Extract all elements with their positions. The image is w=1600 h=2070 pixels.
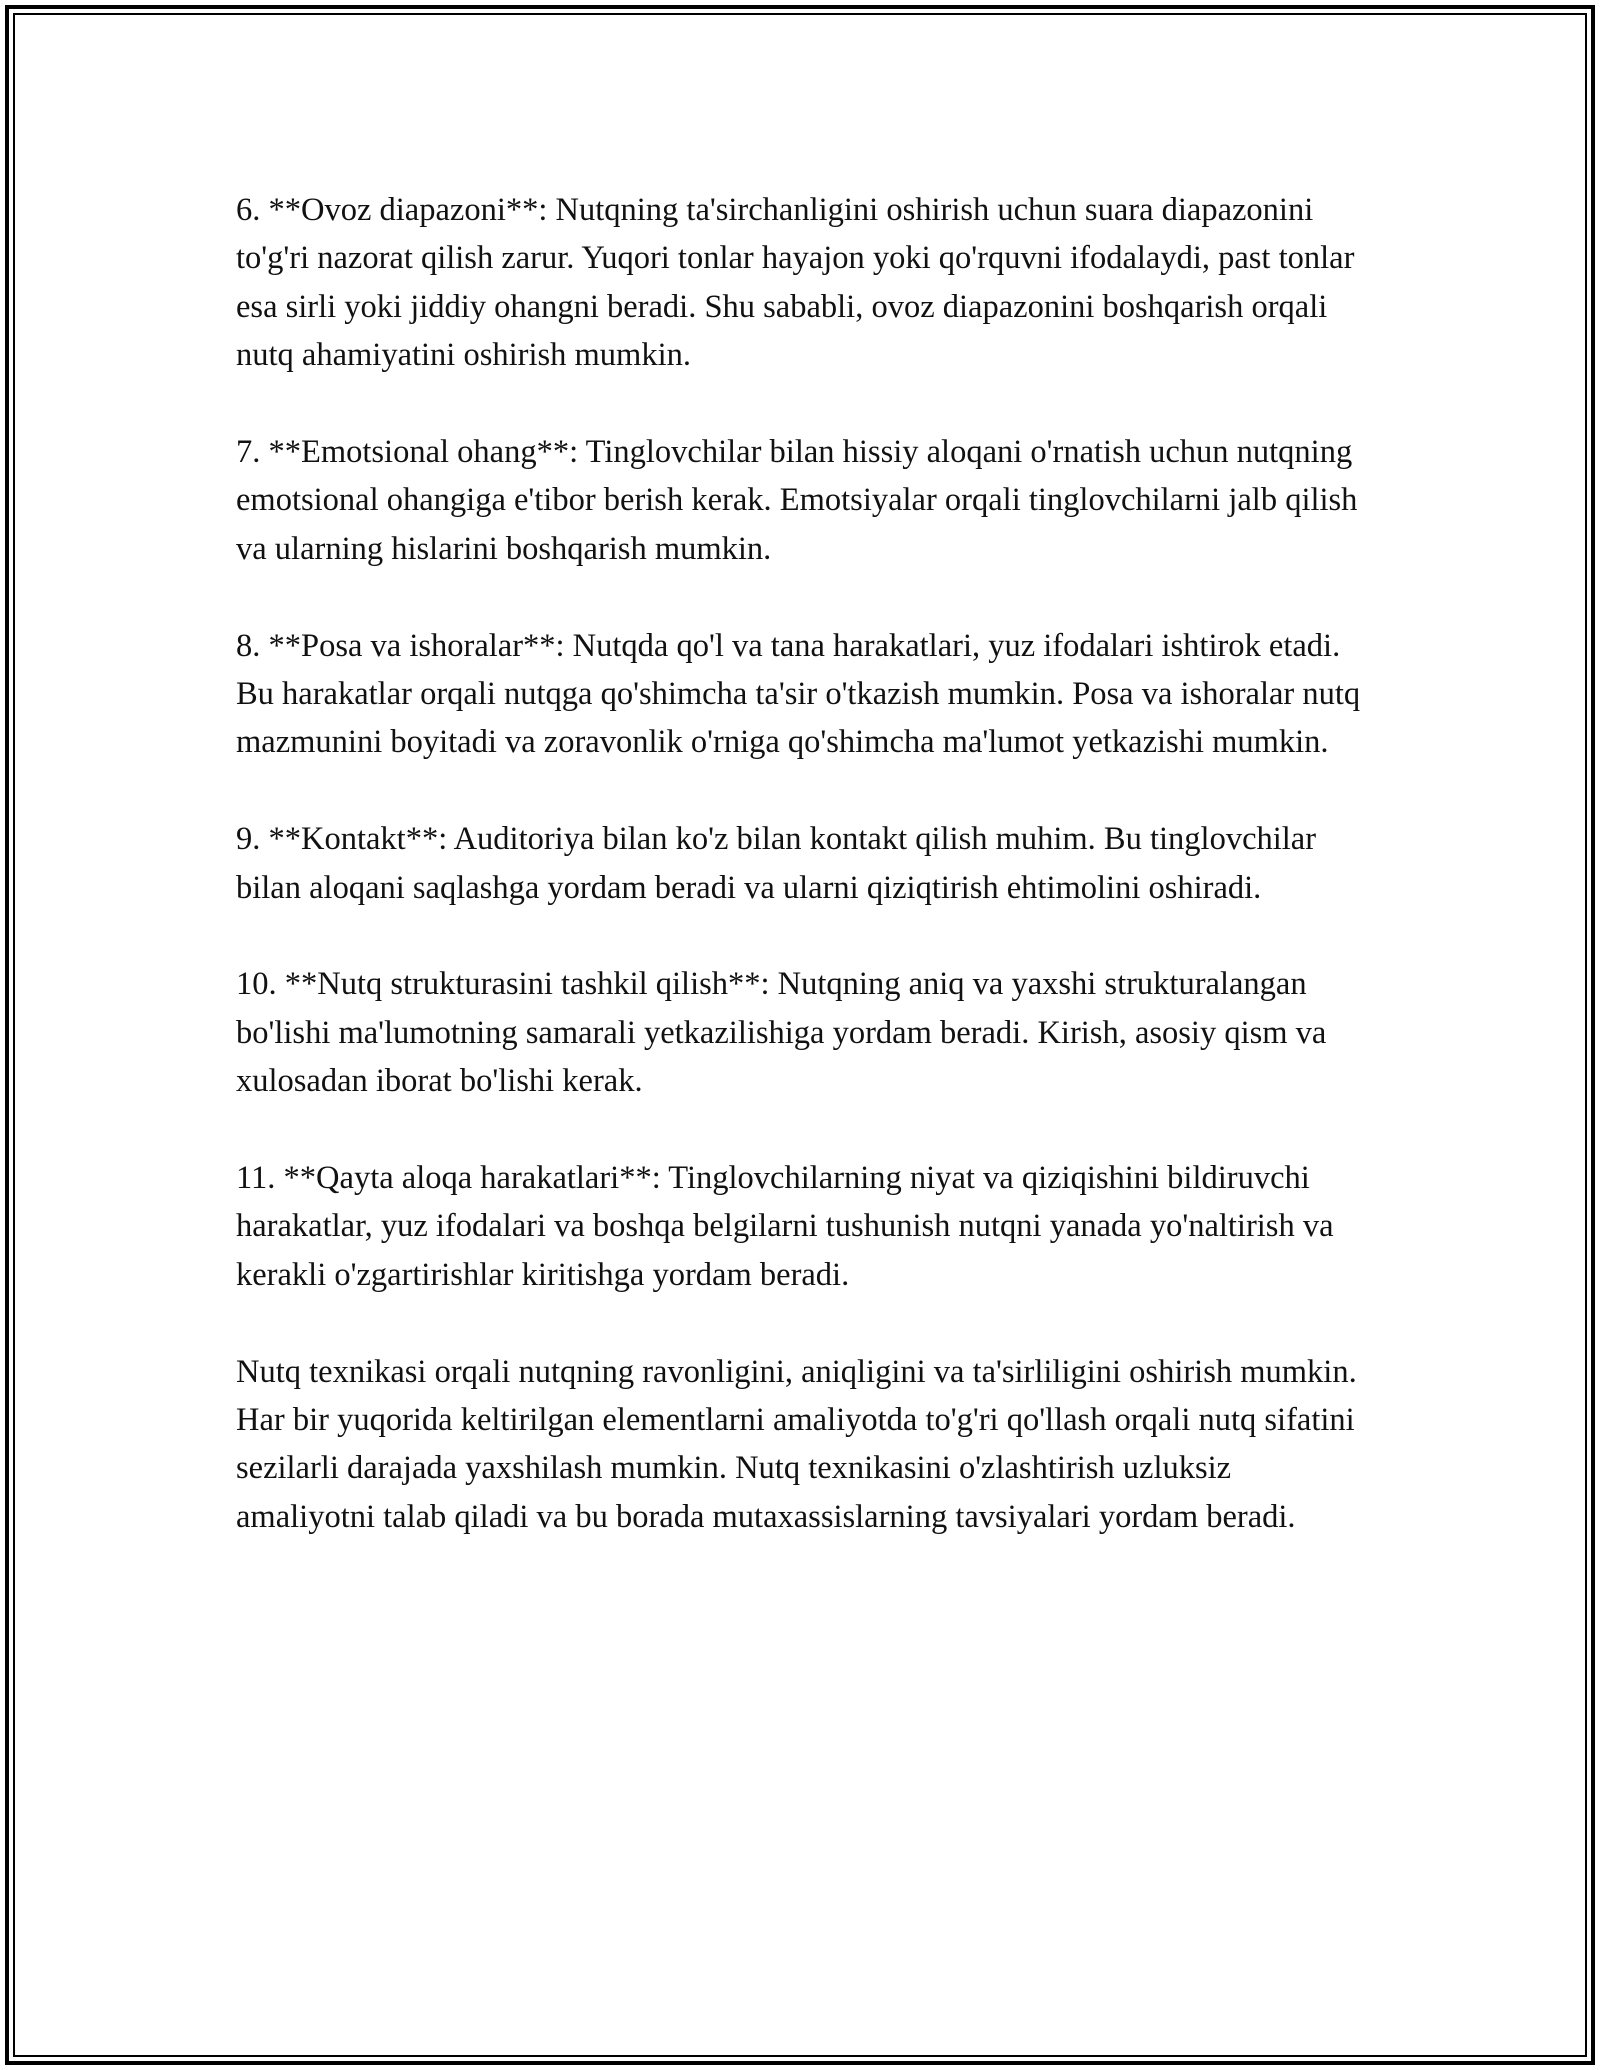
paragraph-nutq-strukturasi: 10. **Nutq strukturasini tashkil qilish**: Nutqning aniq va yaxshi strukturalangan bo'lishi ma'lumotning samarali yetkazilishiga yordam beradi. Kirish, asosiy qism va xulosadan iborat bo'lishi kerak.: [236, 966, 1327, 1100]
paragraph-qayta-aloqa: 11. **Qayta aloqa harakatlari**: Tinglovchilarning niyat va qiziqishini bildiruvchi harakatlar, yuz ifodalari va boshqa belgilarni tushunish nutqni yanada yo'naltirish va kerakli o'zgartirishlar kiritishga yordam beradi.: [236, 1160, 1334, 1293]
paragraph-kontakt: 9. **Kontakt**: Auditoriya bilan ko'z bilan kontakt qilish muhim. Bu tinglovchilar bilan aloqani saqlashga yordam beradi va ularni qiziqtirish ehtimolini oshiradi.: [236, 821, 1317, 906]
paragraph-ovoz-diapazoni: 6. **Ovoz diapazoni**: Nutqning ta'sirchanligini oshirish uchun suara diapazonini to'g'ri nazorat qilish zarur. Yuqori tonlar hayajon yoki qo'rquvni ifodalaydi, past tonlar esa sirli yoki jiddiy ohangni beradi. Shu sababli, ovoz diapazonini boshqarish orqali nutq ahamiyatini oshirish mumkin.: [236, 192, 1355, 374]
paragraph-emotsional-ohang: 7. **Emotsional ohang**: Tinglovchilar bilan hissiy aloqani o'rnatish uchun nutqning emotsional ohangiga e'tibor berish kerak. Emotsiyalar orqali tinglovchilarni jalb qilish va ularning hislarini boshqarish mumkin.: [236, 434, 1358, 567]
document-body: [236, 186, 1366, 1541]
paragraph-conclusion: Nutq texnikasi orqali nutqning ravonligini, aniqligini va ta'sirliligini oshirish mumkin. Har bir yuqorida keltirilgan elementlarni amaliyotda to'g'ri qo'llash orqali nutq sifatini sezilarli darajada yaxshilash mumkin. Nutq texnikasini o'zlashtirish uzluksiz amaliyotni talab qiladi va bu borada mutaxassislarning tavsiyalari yordam beradi.: [236, 1353, 1357, 1535]
paragraph-posa-va-ishoralar: 8. **Posa va ishoralar**: Nutqda qo'l va tana harakatlari, yuz ifodalari ishtirok etadi. Bu harakatlar orqali nutqga qo'shimcha ta'sir o'tkazish mumkin. Posa va ishoralar nutq mazmunini boyitadi va zoravonlik o'rniga qo'shimcha ma'lumot yetkazishi mumkin.: [236, 627, 1361, 761]
